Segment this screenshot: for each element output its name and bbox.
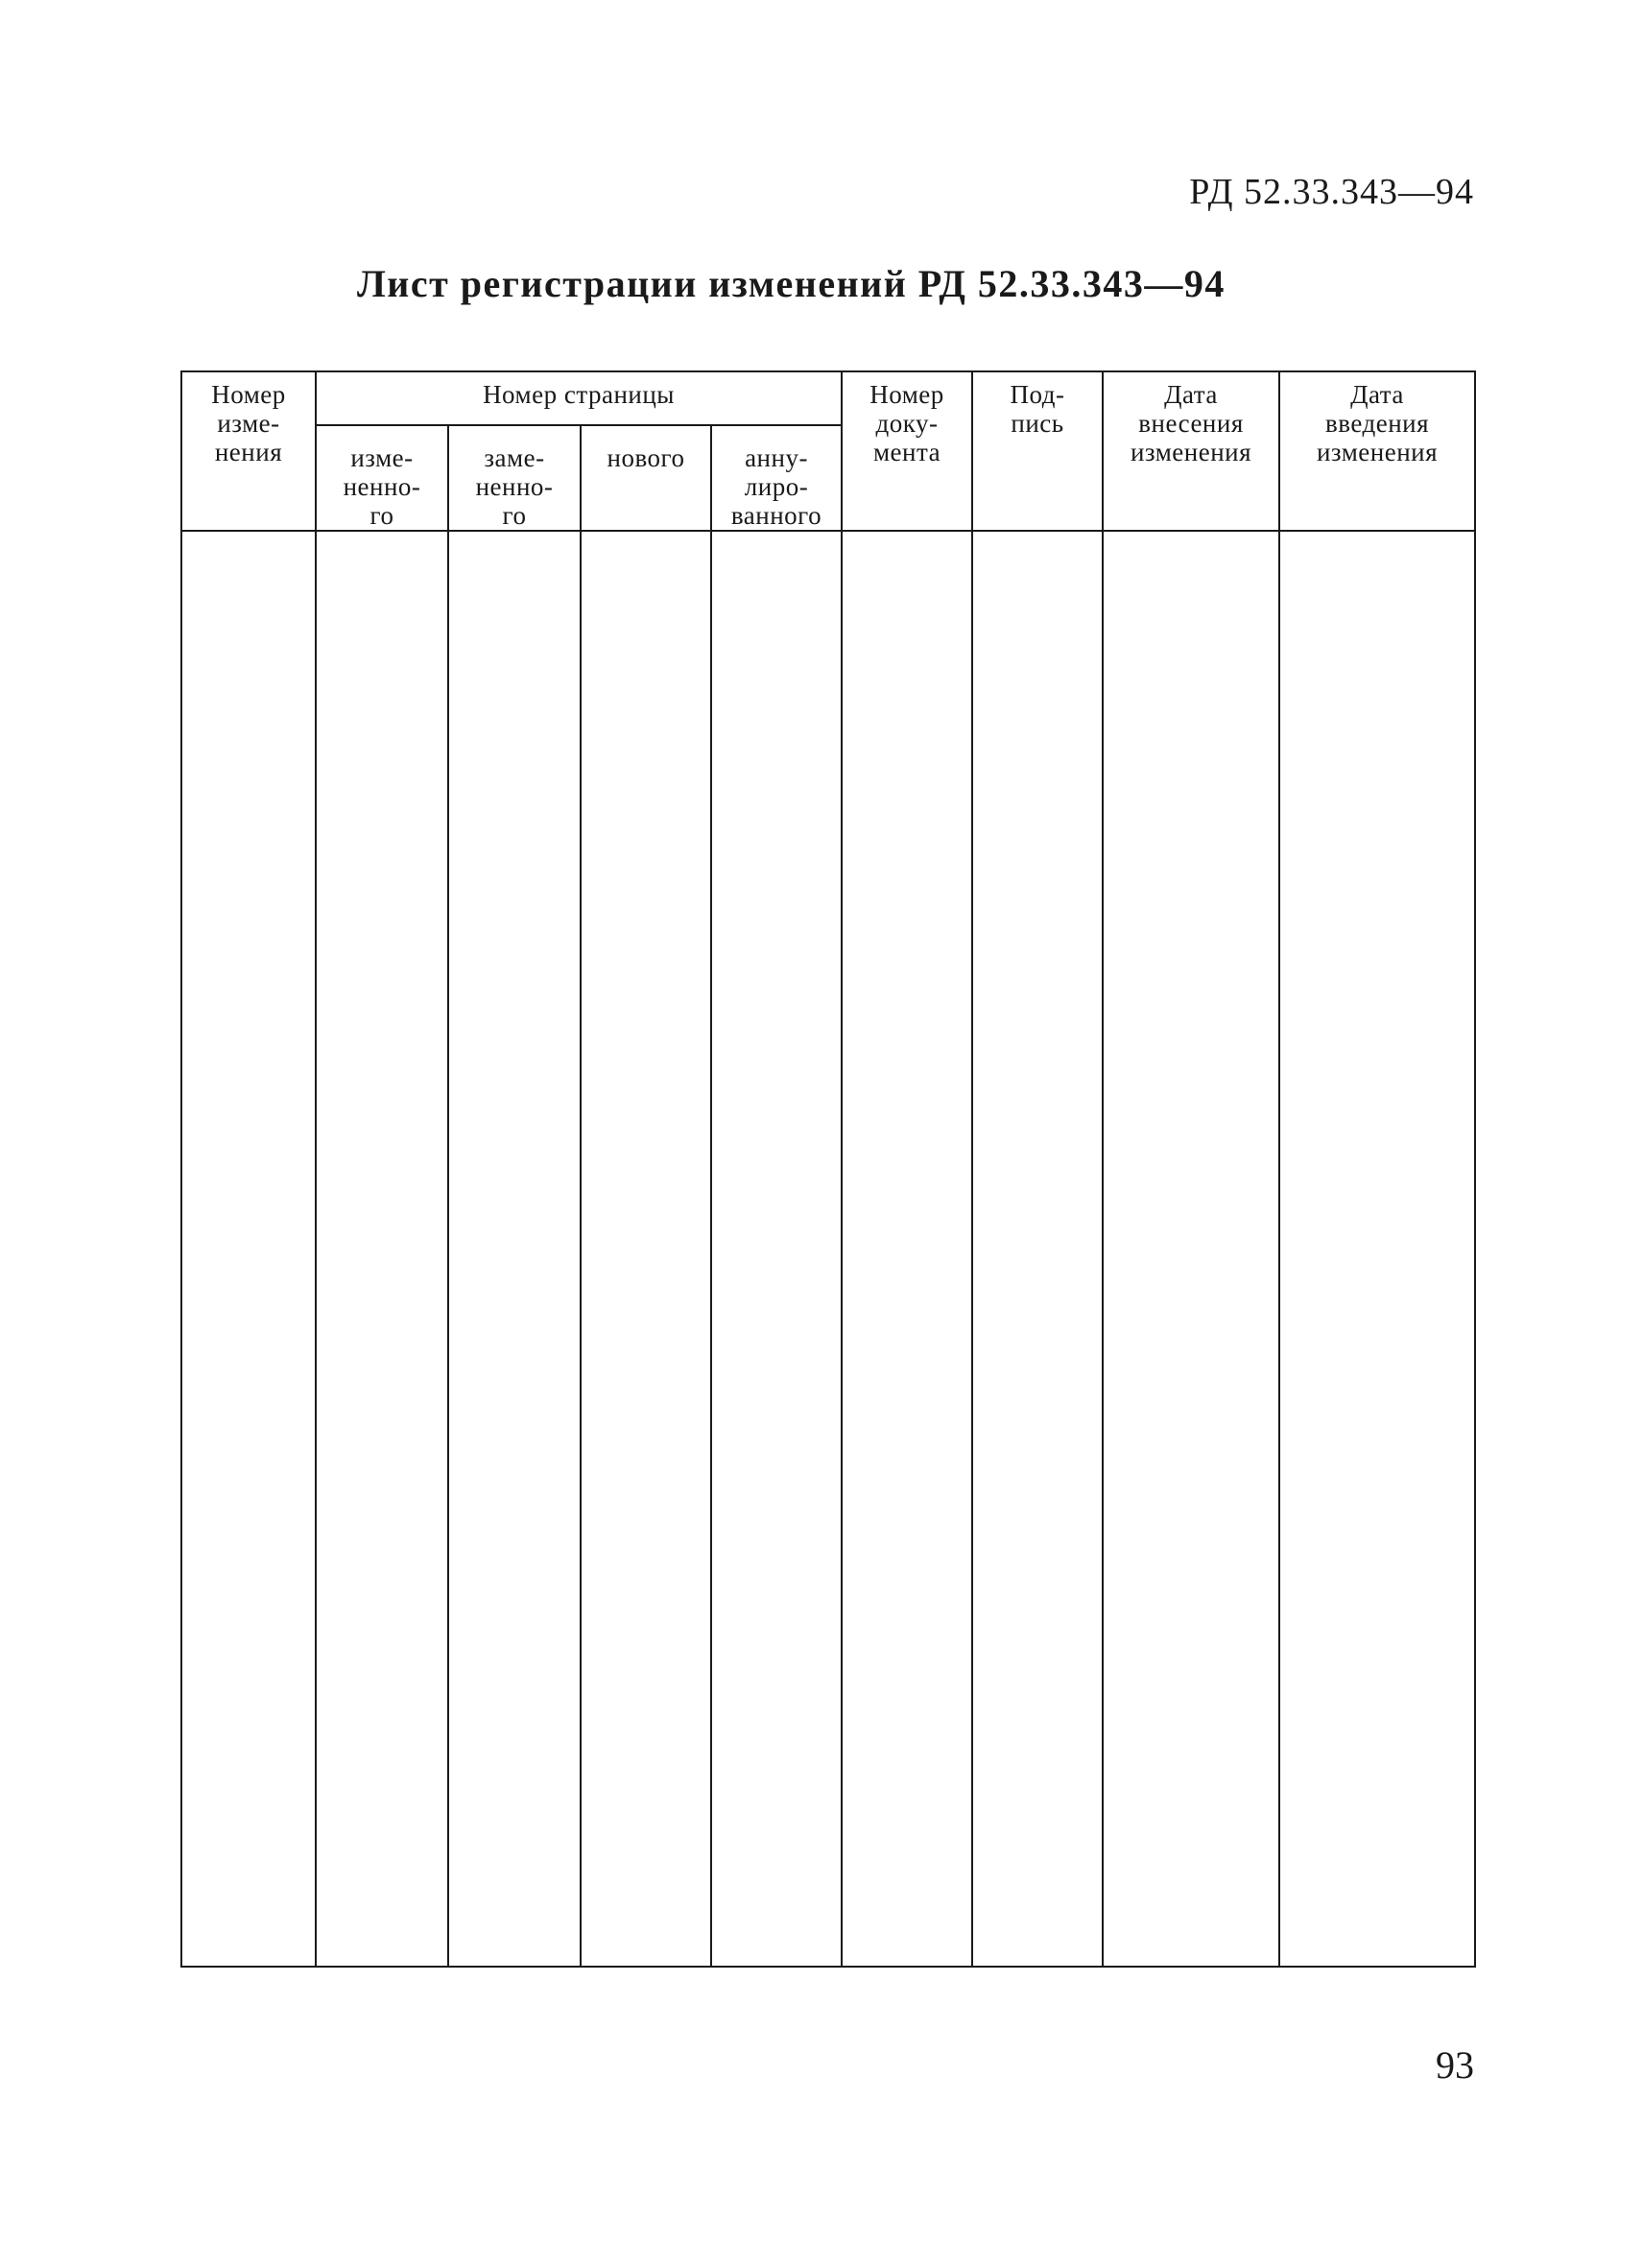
cell-page-new [581, 531, 711, 1967]
header-page-annulled: анну- лиро- ванного [711, 425, 842, 531]
header-page-replaced: заме- ненно- го [448, 425, 581, 531]
cell-page-changed [316, 531, 448, 1967]
header-page-new: нового [581, 425, 711, 531]
header-signature: Под- пись [972, 371, 1103, 531]
cell-document-number [842, 531, 972, 1967]
cell-date-effective [1279, 531, 1475, 1967]
header-change-number: Номер изме- нения [181, 371, 316, 531]
header-row-top [181, 371, 1475, 425]
header-document-number: Номер доку- мента [842, 371, 972, 531]
cell-page-replaced [448, 531, 581, 1967]
header-page-number-group: Номер страницы [316, 371, 842, 425]
header-page-changed: изме- ненно- го [316, 425, 448, 531]
page-number: 93 [1436, 2043, 1474, 2087]
cell-date-entry [1103, 531, 1279, 1967]
cell-page-annulled [711, 531, 842, 1967]
header-date-entry: Дата внесения изменения [1103, 371, 1279, 531]
cell-change-number [181, 531, 316, 1967]
cell-signature [972, 531, 1103, 1967]
page-title: Лист регистрации изменений РД 52.33.343—94 [357, 262, 1226, 305]
table-row [181, 531, 1475, 1967]
header-date-effective: Дата введения изменения [1279, 371, 1475, 531]
document-code: РД 52.33.343—94 [1189, 172, 1474, 212]
change-registration-table [180, 370, 1476, 1968]
